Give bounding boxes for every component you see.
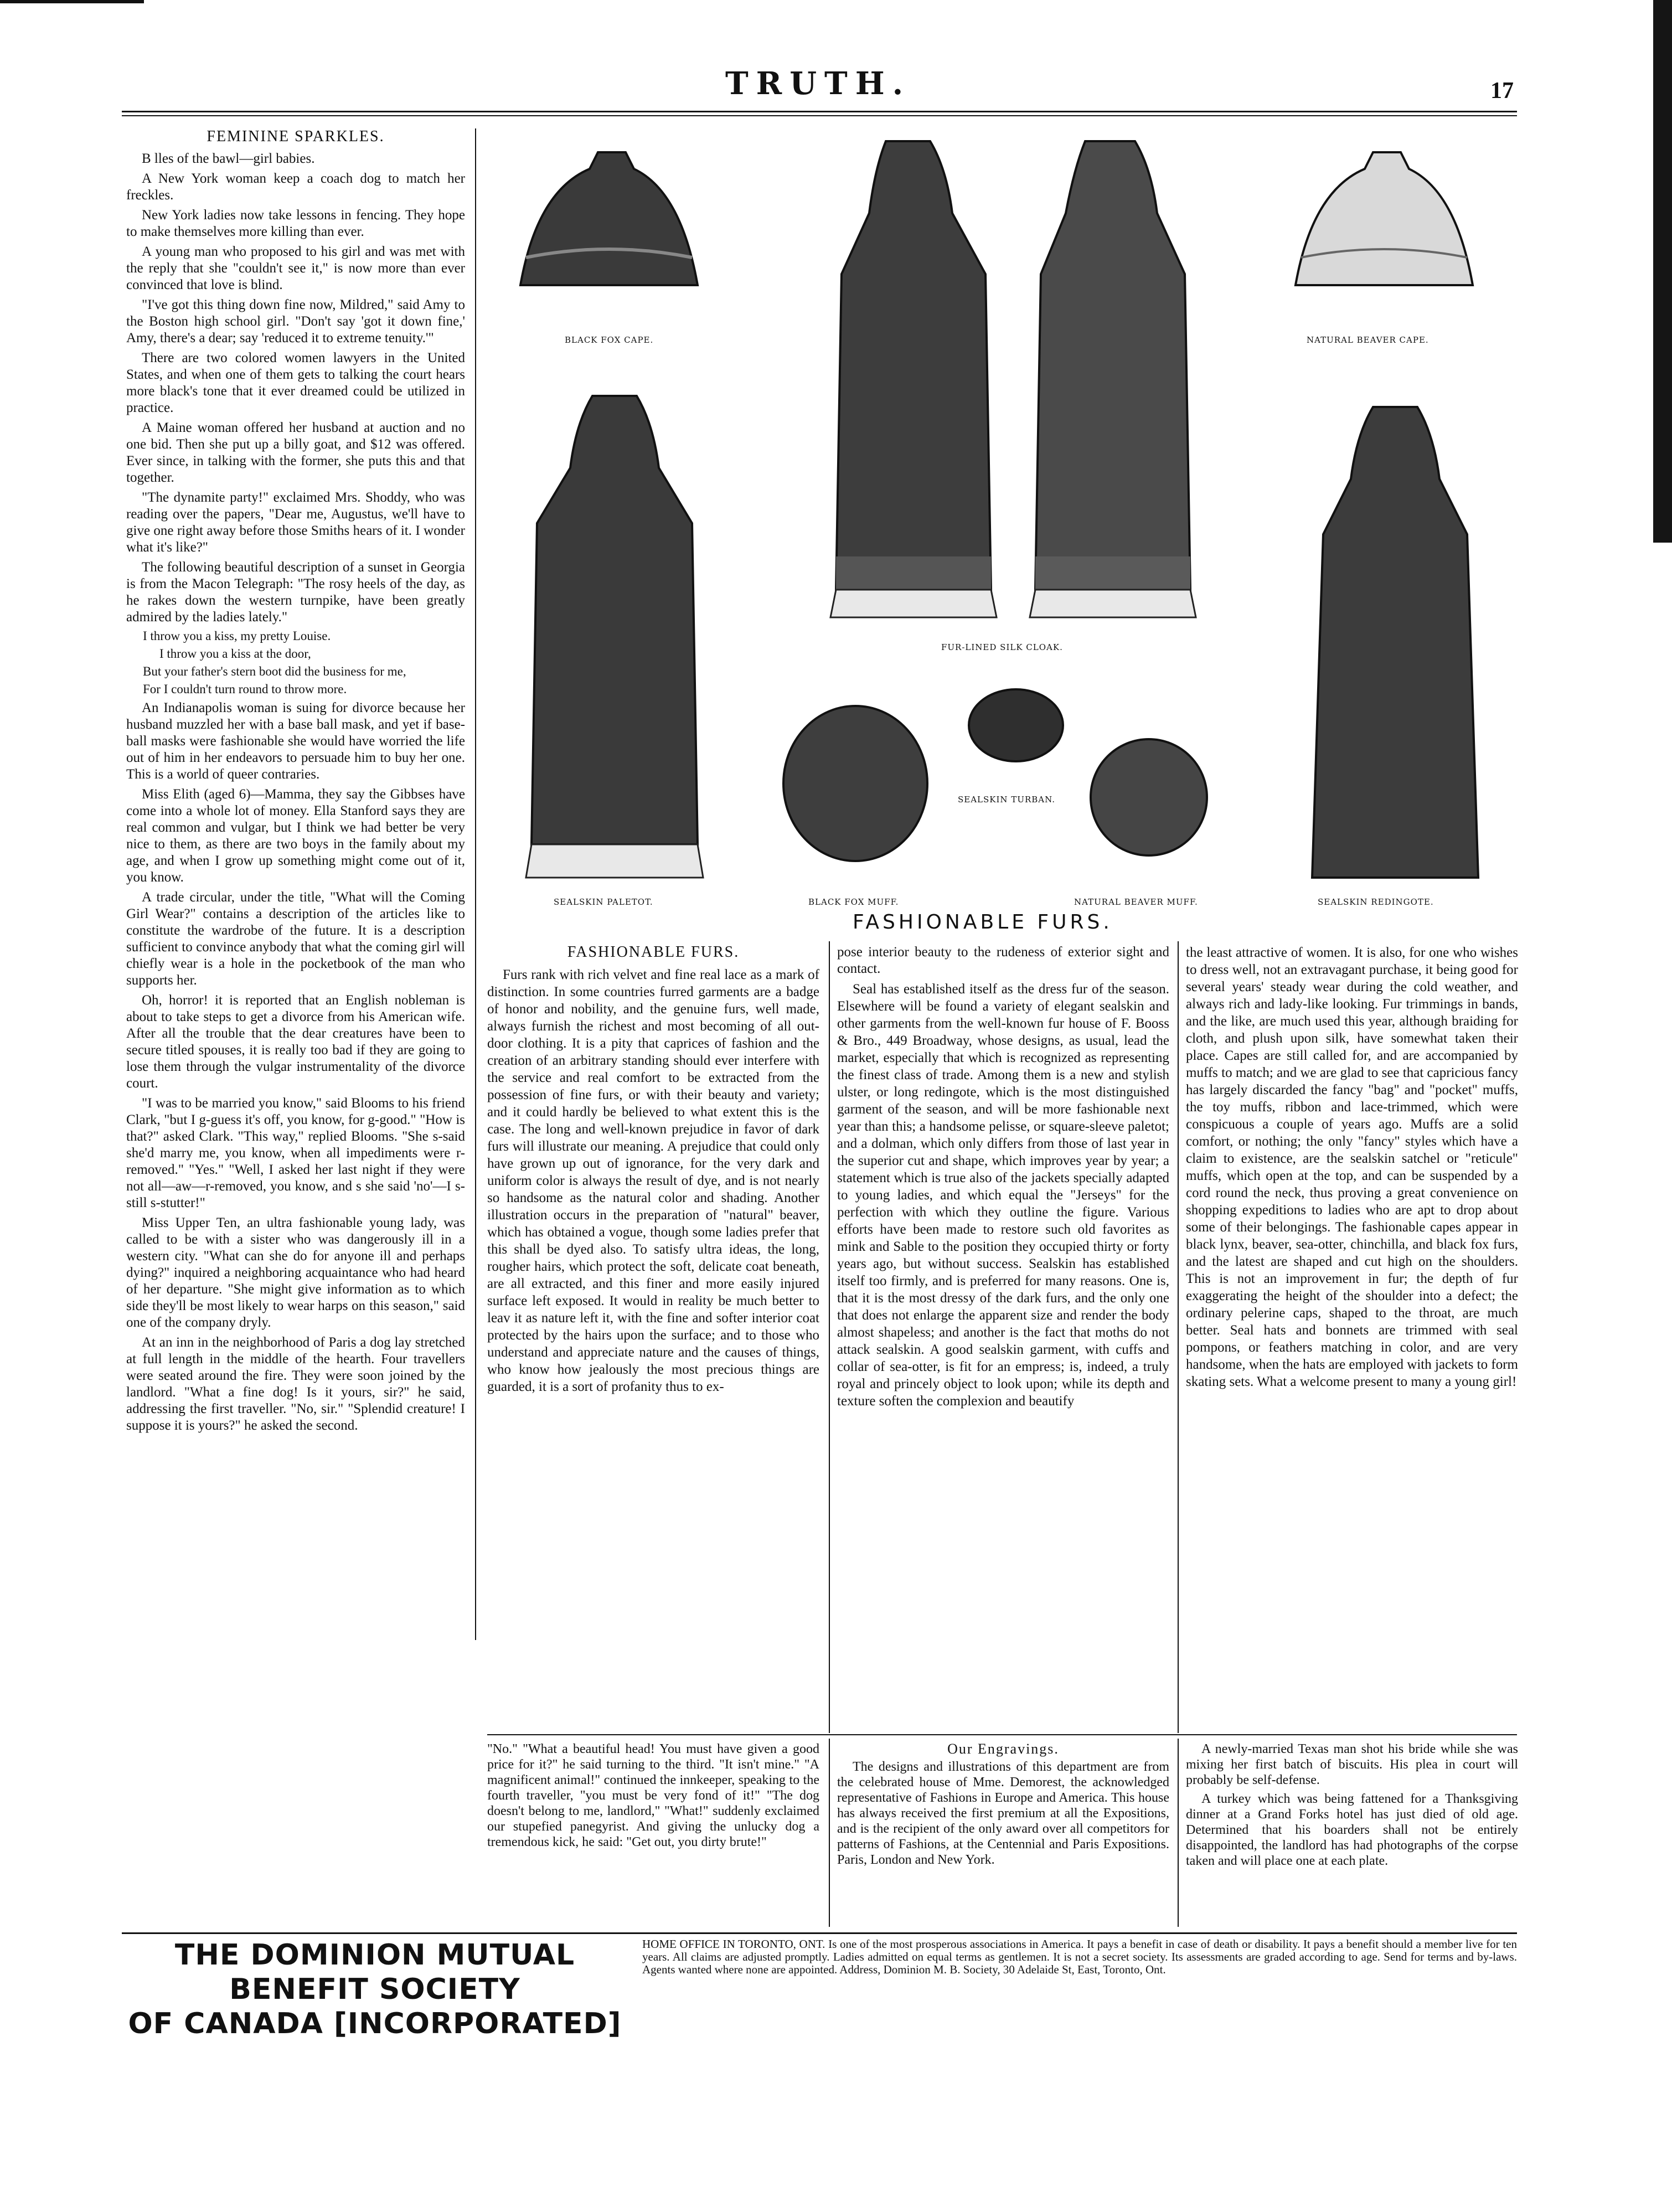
masthead-title: TRUTH.: [725, 65, 911, 102]
sealskin-paletot-figure: [509, 390, 720, 905]
black-fox-cape-caption: BLACK FOX CAPE.: [565, 335, 654, 345]
top-edge-rule: [0, 0, 144, 3]
article-paragraph: pose interior beauty to the rudeness of exterior sight and contact.: [837, 945, 1169, 976]
sparkle-paragraph: An Indianapolis woman is suing for divorce because her husband muzzled her with a base ball mask, and yet if base-ball masks were fashionable she would have worried the life out of him in her endeavors to persuade him to buy her one. This is a world of queer contraries.: [126, 700, 465, 782]
illustration-title: FASHIONABLE FURS.: [853, 911, 1113, 934]
natural-beaver-muff-caption: NATURAL BEAVER MUFF.: [1074, 897, 1198, 907]
sparkle-paragraph: There are two colored women lawyers in the United States, and when one of them gets to talking the court hears more black's tone that it ever dreamed could be utilized in practice.: [126, 350, 465, 415]
advert-name-line-1: THE DOMINION MUTUAL BENEFIT SOCIETY: [174, 1938, 575, 2006]
natural-beaver-muff-figure: [1085, 734, 1212, 861]
verse-line: I throw you a kiss at the door,: [159, 647, 311, 661]
sparkle-paragraph: "I've got this thing down fine now, Mildred," said Amy to the Boston high school girl. "Don't say 'got it down fine,' Amy, there's a dear; say 'reduced it to extreme tenuity.'": [126, 297, 465, 346]
fur-lined-silk-cloak-caption: FUR-LINED SILK CLOAK.: [941, 642, 1063, 652]
article-column-1: [487, 944, 819, 1725]
feminine-sparkles-heading: FEMININE SPARKLES.: [207, 128, 385, 145]
sparkle-paragraph: A New York woman keep a coach dog to match her freckles.: [126, 171, 465, 203]
verse-line: But your father's stern boot did the business for me,: [143, 664, 406, 678]
sparkle-paragraph: "I was to be married you know," said Blooms to his friend Clark, "but I g-guess it's off, you know, for g-good." "How is that?" asked Clark. "This way," replied Blooms. "She s-said she'd marry me, you know, when all impediments were r-removed." "Yes." "Well, I asked her last night if they were not all—aw—r-removed, you know, and s she said 'no'—I s-still s-stutter!": [126, 1096, 465, 1210]
sparkle-paragraph: Miss Upper Ten, an ultra fashionable young lady, was called to be with a sister who was dangerously ill in a western city. "What can she do for anyone ill and perhaps dying?" inquired a neighboring acquaintance who had heard of her departure. "She might give information as to which side they'll be most likely to wear harps on this season," said one of the company dryly.: [126, 1215, 465, 1330]
sparkle-paragraph: New York ladies now take lessons in fencing. They hope to make themselves more killing than ever.: [126, 208, 465, 239]
advert-text: HOME OFFICE IN TORONTO, ONT. Is one of the most prosperous associations in America. It pays a benefit in case of death or disability. It pays a benefit should a member live for ten years. All claims are adjusted promptly. Ladies admitted on equal terms as gentlemen. It is not a secret society. Its assessments are graded according to age. Send for terms and by-laws. Agents wanted where none are appointed. Address, Dominion M. B. Society, 30 Adelaide St, East, Toronto, Ont.: [642, 1937, 1517, 1976]
sparkle-paragraph: Miss Elith (aged 6)—Mamma, they say the Gibbses have come into a whole lot of money. Ella Stanford says they are real common and vulgar, but I think we had better be very nice to them, as there are two boys in the family about my age, and when I grow up something might come out of it, you know.: [126, 787, 465, 885]
fur-lined-silk-cloak-back-figure: [1019, 136, 1201, 634]
header-rule-bottom: [122, 115, 1517, 116]
advert-name-line-2: OF CANADA [INCORPORATED]: [128, 2007, 622, 2040]
advert-society-name: [123, 1938, 627, 2041]
sparkle-paragraph: A young man who proposed to his girl and was met with the reply that she "couldn't see it," is now more than ever convinced that love is blind.: [126, 244, 465, 292]
sparkle-paragraph: A trade circular, under the title, "What will the Coming Girl Wear?" contains a description of the articles like to constitute the wardrobe of the future. It is a description sufficient to convince anybody that what the coming girl will chiefly wear is a hole in the pocketbook of the man who supports her.: [126, 890, 465, 988]
sparkle-paragraph: B lles of the bawl—girl babies.: [142, 151, 315, 166]
column-divider: [829, 1739, 830, 1927]
article-heading: FASHIONABLE FURS.: [567, 944, 740, 961]
natural-beaver-cape-figure: [1290, 147, 1478, 307]
page-edge-bar: [1653, 0, 1672, 543]
sparkle-paragraph: At an inn in the neighborhood of Paris a dog lay stretched at full length in the middle of the hearth. Four travellers were seated around the fire. They were soon joined by the landlord. "What a fine dog! Is it yours, sir?" he said, addressing the first traveller. "No, sir." "Splendid creature! I suppose it is yours?" he asked the second.: [126, 1335, 465, 1433]
column-1: [126, 128, 465, 1634]
fur-lined-silk-cloak-front-figure: [819, 136, 1002, 634]
dog-story-conclusion: "No." "What a beautiful head! You must have given a good price for it?" he said turning to the third. "It isn't mine." "A magnificent animal!" continued the innkeeper, speaking to the fourth traveller, "you must be very fond of it!" "The dog doesn't belong to me, landlord," "What!" suddenly exclaimed our stupefied panegyrist. And giving the unlucky dog a tremendous kick, he said: "Get out, you dirty brute!": [487, 1742, 819, 1849]
column-divider: [475, 128, 476, 1640]
column-divider: [829, 941, 830, 1733]
turkey-paragraph: A turkey which was being fattened for a Thanksgiving dinner at a Grand Forks hotel has just died of old age. Determined that his boarders shall not be entirely disappointed, the landlord has had photographs of the corpse taken and will place one at each plate.: [1186, 1792, 1518, 1868]
page-number: 17: [1490, 78, 1514, 104]
fashion-illustration: [487, 125, 1517, 933]
verse-line: For I couldn't turn round to throw more.: [143, 682, 347, 696]
header-rule-top: [122, 111, 1517, 112]
sealskin-redingote-caption: SEALSKIN REDINGOTE.: [1318, 897, 1434, 907]
sealskin-redingote-figure: [1301, 401, 1489, 894]
sparkle-paragraph: The following beautiful description of a sunset in Georgia is from the Macon Telegraph: "The rosy heels of the day, as he rakes down the western turnpike, have been greatly admired by the ladies lately.": [126, 560, 465, 625]
article-column-3: [1186, 944, 1518, 1725]
sparkle-paragraph: A Maine woman offered her husband at auction and no one bid. Then she put up a billy goat, and $12 was offered. Ever since, in talking with the former, she puts this and that together.: [126, 420, 465, 485]
article-paragraph: Seal has established itself as the dress fur of the season. Elsewhere will be found a variety of elegant sealskin and other garments from the well-known fur house of F. Booss & Bro., 449 Broadway, whose designs, as usual, lead the market, especially that which is recognized as representing the finest class of trade. Among them is a new and stylish ulster, or long redingote, which is the most distinguished garment of the season, and will be more fashionable next year than this; a handsome pelisse, or square-sleeve paletot; and a dolman, which only differs from those of last year in the superior cut and shape, which improves year by year; a statement which is true also of the jackets specially adapted to young ladies, and which equal the "Jerseys" for the perfection with which they outline the figure. Various efforts have been made to restore such old favorites as mink and Sable to the position they occupied thirty or forty years ago, but without success. Sealskin has established itself too firmly, and is preferred for many reasons. One is, that it is the most dressy of the dark furs, and the only one that does not enlarge the apparent size and render the body almost shapeless; and another is the fact that moths do not attack sealskin. A good sealskin garment, with cuffs and collar of sea-otter, is fit for an empress; is, indeed, a truly royal and princely object to look upon; while its depth and texture soften the complexion and beautify: [837, 982, 1169, 1409]
sealskin-paletot-caption: SEALSKIN PALETOT.: [554, 897, 653, 907]
black-fox-cape-figure: [515, 147, 703, 307]
bottom-column-4: [1186, 1741, 1518, 1930]
black-fox-muff-caption: BLACK FOX MUFF.: [808, 897, 899, 907]
bottom-column-3: [837, 1741, 1169, 1930]
advert-rule: [122, 1932, 1517, 1934]
article-column-2: [837, 944, 1169, 1725]
texas-bride-paragraph: A newly-married Texas man shot his bride while she was mixing her first batch of biscuits. His plea in court will probably be self-defense.: [1186, 1742, 1518, 1787]
bottom-column-2: [487, 1741, 819, 1930]
natural-beaver-cape-caption: NATURAL BEAVER CAPE.: [1307, 335, 1429, 345]
column-divider: [1178, 941, 1179, 1733]
section-rule: [487, 1734, 1517, 1735]
article-paragraph: Furs rank with rich velvet and fine real lace as a mark of distinction. In some countries furred garments are a badge of honor and nobility, and the genuine furs, well made, always furnish the richest and most becoming of all out-door clothing. It is a pity that caprices of fashion and the creation of an arbitrary standing should ever interfere with the service and real comfort to be extracted from the possession of fine furs, or with their beauty and variety; and it could hardly be believed to what extent this is the case. The long and well-known prejudice in favor of dark furs will illustrate our meaning. A prejudice that could only have grown up out of ignorance, for the very dark and uniform color is always the result of dye, and is not nearly so handsome as the natural color and shading. Another illustration occurs in the preparation of "natural" beaver, which has obtained a vogue, though some ladies prefer that this shall be dyed also. To satisfy ultra ideas, the long, rougher hairs, which protect the soft, delicate coat beneath, are all extracted, and this finer and more easily injured surface left exposed. It would in reality be much better to leav it as nature left it, with the fine and softer interior coat protected by the hairs upon the surface; and to those who understand and appreciate nature and the causes of things, who know how jealously the most precious things are guarded, it is a sort of profanity thus to ex-: [487, 967, 819, 1394]
our-engravings-paragraph: The designs and illustrations of this department are from the celebrated house of Mme. Demorest, the acknowledged representative of Fashions in Europe and America. This house has always received the first premium at all the Expositions, and is the recipient of the only award over all competitors for patterns of Fashions, at the Centennial and Paris Expositions. Paris, London and New York.: [837, 1760, 1169, 1867]
sparkle-paragraph: Oh, horror! it is reported that an English nobleman is about to take steps to get a divorce from his American wife. After all the trouble that the dear creatures have been to secure titled spouses, it is really too bad if they are going to lose them through the vulgar instrumentality of the divorce court.: [126, 993, 465, 1091]
column-divider: [1178, 1739, 1179, 1927]
black-fox-muff-figure: [775, 700, 936, 867]
article-paragraph: the least attractive of women. It is also, for one who wishes to dress well, not an extravagant purchase, it being good for several years' steady wear during the cold weather, and always rich and lady-like looking. Fur trimmings in bands, and the like, are much used this year, although braiding for cloth, and plush upon silk, have somewhat taken their place. Capes are still called for, and are accompanied by muffs to match; and we are glad to see that capricious fancy has largely discarded the fancy "bag" and "pocket" muffs, the toy muffs, ribbon and lace-trimmed, which were conspicuous a couple of years ago. Muffs are a solid comfort, or nothing; the only "fancy" styles which have a claim to existence, are the sealskin satchel or "reticule" muffs, which open at the top, and can be suspended by a cord round the neck, thus proving a great convenience on shopping expeditions to ladies who are apt to drop about some of their belongings. The fashionable capes appear in black lynx, beaver, sea-otter, chinchilla, and black fox furs, and the latest are shaped and cut high on the shoulders. This is not an improvement in fur; the depth of fur exaggerating the height of the shoulder into a defect; the ordinary pelerine caps, shaped to the throat, are much better. Seal hats and bonnets are trimmed with seal pompons, or feathers matching in color, and are very handsome, when the hats are employed with jackets to form skating sets. What a welcome present to many a young girl!: [1186, 945, 1518, 1389]
our-engravings-heading: Our Engravings.: [947, 1741, 1059, 1757]
sealskin-turban-caption: SEALSKIN TURBAN.: [958, 795, 1056, 805]
verse-line: I throw you a kiss, my pretty Louise.: [143, 629, 331, 643]
sealskin-turban-figure: [963, 684, 1069, 767]
sparkle-paragraph: "The dynamite party!" exclaimed Mrs. Shoddy, who was reading over the papers, "Dear me, Augustus, we'll have to give one right away before those Smiths hears of it. I wonder what it's like?": [126, 490, 465, 555]
